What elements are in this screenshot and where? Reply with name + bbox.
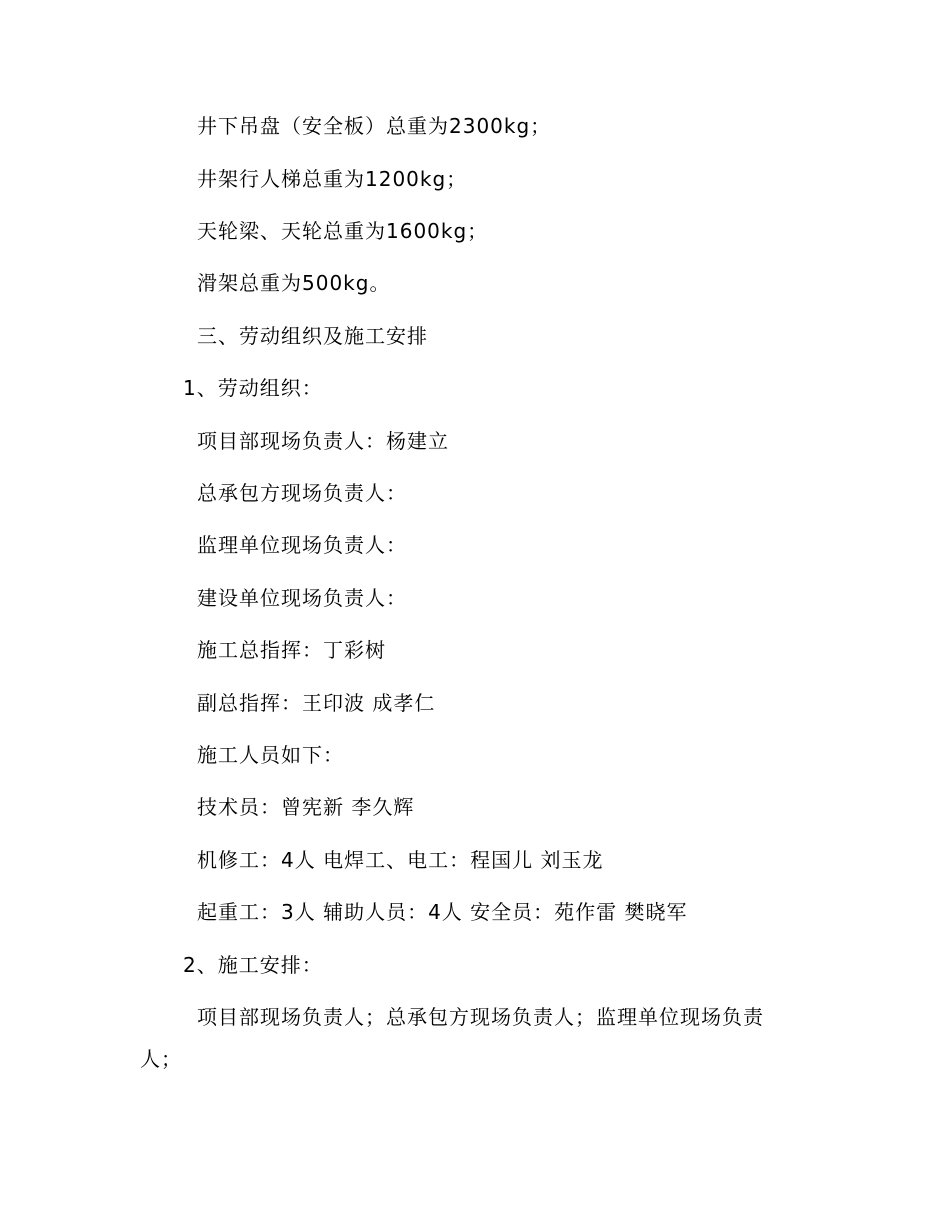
mechanics-electricians: 机修工：4人 电焊工、电工：程国儿 刘玉龙	[197, 848, 604, 872]
subsection-heading-labor: 1、劳动组织：	[183, 376, 323, 400]
weight-line-sheave-beam: 天轮梁、天轮总重为1600kg；	[197, 219, 489, 243]
contractor-site-manager: 总承包方现场负责人：	[197, 481, 407, 505]
schedule-paragraph-line-1: 项目部现场负责人；总承包方现场负责人；监理单位现场负责	[197, 1005, 764, 1029]
riggers-safety: 起重工：3人 辅助人员：4人 安全员：苑作雷 樊晓军	[197, 900, 688, 924]
owner-site-manager: 建设单位现场负责人：	[197, 586, 407, 610]
technicians: 技术员：曾宪新 李久辉	[197, 795, 415, 819]
weight-line-shaft-ladder: 井架行人梯总重为1200kg；	[197, 167, 468, 191]
staff-intro: 施工人员如下：	[197, 743, 344, 767]
weight-line-hanging-platform: 井下吊盘（安全板）总重为2300kg；	[197, 114, 552, 138]
supervisor-site-manager: 监理单位现场负责人：	[197, 533, 407, 557]
deputy-commander: 副总指挥：王印波 成孝仁	[197, 691, 436, 715]
section-heading: 三、劳动组织及施工安排	[197, 324, 428, 348]
schedule-paragraph-line-2: 人；	[140, 1047, 182, 1071]
chief-commander: 施工总指挥：丁彩树	[197, 638, 386, 662]
weight-line-slide-frame: 滑架总重为500kg。	[197, 271, 391, 295]
subsection-heading-schedule: 2、施工安排：	[183, 953, 323, 977]
project-site-manager: 项目部现场负责人：杨建立	[197, 429, 449, 453]
